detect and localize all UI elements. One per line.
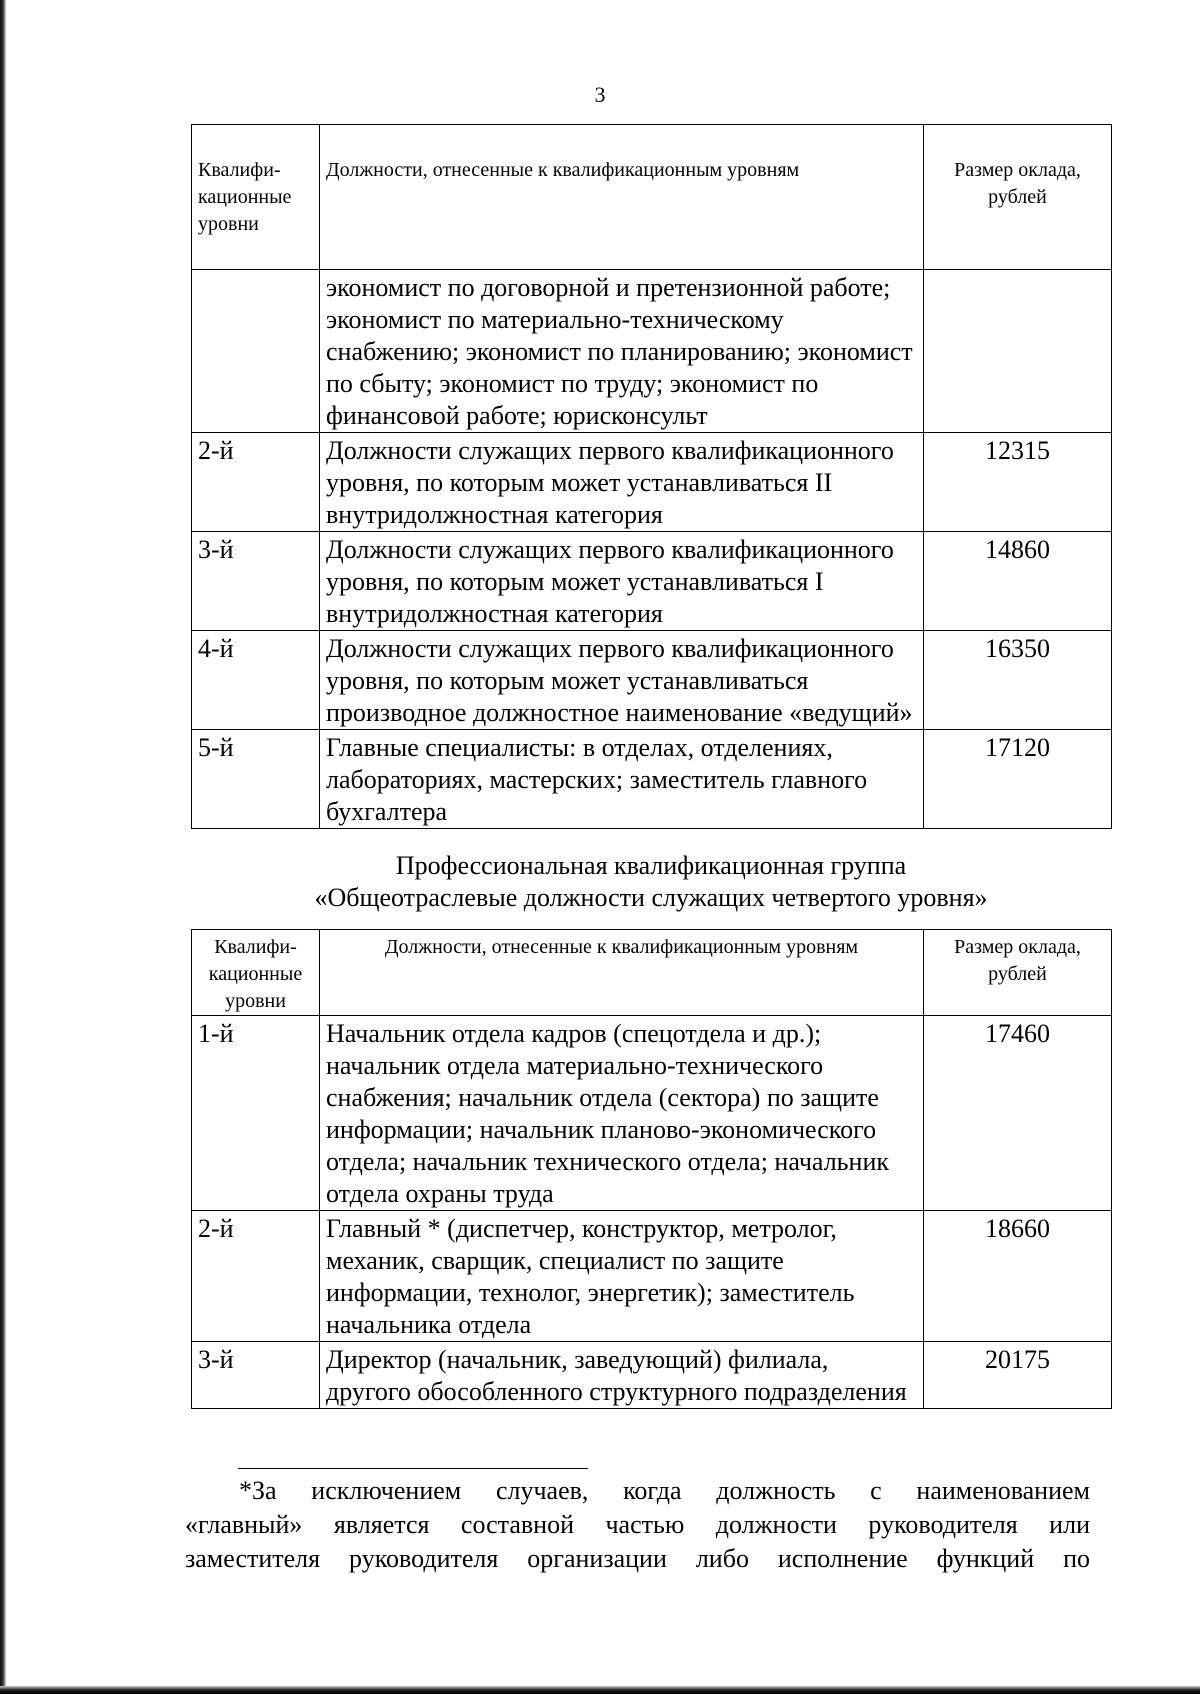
scan-edge-left xyxy=(0,0,6,1694)
footnote-line1: *За исключением случаев, когда должность с наименованием xyxy=(239,1476,1090,1505)
cell-salary: 17460 xyxy=(924,1016,1112,1211)
cell-salary: 14860 xyxy=(924,532,1112,631)
header-positions: Должности, отнесенные к квалификационным уровням xyxy=(320,125,924,270)
cell-positions: Должности служащих первого квалификационного уровня, по которым может устанавливаться производное должностное наименование «ведущий» xyxy=(320,631,924,730)
cell-positions: экономист по договорной и претензионной работе; экономист по материально-техническому снабжению; экономист по планированию; экономист по сбыту; экономист по труду; экономист по финансовой работе; юрисконсульт xyxy=(320,270,924,433)
cell-positions: Должности служащих первого квалификационного уровня, по которым может устанавливаться II внутридолжностная категория xyxy=(320,433,924,532)
header-positions: Должности, отнесенные к квалификационным уровням xyxy=(320,930,924,1016)
cell-level: 2-й xyxy=(192,433,320,532)
cell-level: 2-й xyxy=(192,1211,320,1342)
cell-level xyxy=(192,270,320,433)
cell-salary: 12315 xyxy=(924,433,1112,532)
cell-positions: Директор (начальник, заведующий) филиала, другого обособленного структурного подразделения xyxy=(320,1342,924,1409)
cell-salary: 18660 xyxy=(924,1211,1112,1342)
qualification-table-level4 xyxy=(191,929,1112,1409)
cell-level: 5-й xyxy=(192,730,320,829)
table-row xyxy=(192,433,1112,532)
header-salary: Размер оклада, рублей xyxy=(924,125,1112,270)
table-header-row xyxy=(192,930,1112,1016)
table-row xyxy=(192,532,1112,631)
cell-level: 3-й xyxy=(192,532,320,631)
table-row xyxy=(192,631,1112,730)
cell-positions: Должности служащих первого квалификационного уровня, по которым может устанавливаться I внутридолжностная категория xyxy=(320,532,924,631)
table-row xyxy=(192,1016,1112,1211)
cell-salary xyxy=(924,270,1112,433)
group-title-line1: Профессиональная квалификационная группа xyxy=(395,851,907,880)
header-level: Квалифи-кационные уровни xyxy=(192,930,320,1016)
page-number: 3 xyxy=(594,82,606,107)
cell-positions: Главные специалисты: в отделах, отделениях, лабораториях, мастерских; заместитель главного бухгалтера xyxy=(320,730,924,829)
table-header-row xyxy=(192,125,1112,270)
scan-edge-bottom xyxy=(0,1686,1200,1694)
footnote-separator xyxy=(238,1468,588,1469)
table-row xyxy=(192,1211,1112,1342)
cell-salary: 20175 xyxy=(924,1342,1112,1409)
group-title xyxy=(191,850,1111,914)
footnote-line2: «главный» является составной частью должности руководителя или xyxy=(185,1510,1090,1539)
footnote-line3: заместителя руководителя организации либо исполнение функций по xyxy=(185,1544,1090,1573)
header-level: Квалифи-кационные уровни xyxy=(192,125,320,270)
cell-level: 1-й xyxy=(192,1016,320,1211)
cell-level: 4-й xyxy=(192,631,320,730)
header-salary: Размер оклада, рублей xyxy=(924,930,1112,1016)
cell-salary: 17120 xyxy=(924,730,1112,829)
cell-salary: 16350 xyxy=(924,631,1112,730)
cell-level: 3-й xyxy=(192,1342,320,1409)
table-row xyxy=(192,1342,1112,1409)
group-title-line2: «Общеотраслевые должности служащих четвертого уровня» xyxy=(314,883,988,912)
cell-positions: Главный * (диспетчер, конструктор, метролог, механик, сварщик, специалист по защите информации, технолог, энергетик); заместитель начальника отдела xyxy=(320,1211,924,1342)
table-row xyxy=(192,270,1112,433)
table-row xyxy=(192,730,1112,829)
cell-positions: Начальник отдела кадров (спецотдела и др.); начальник отдела материально-технического снабжения; начальник отдела (сектора) по защите информации; начальник планово-экономического отдела; начальник технического отдела; начальник отдела охраны труда xyxy=(320,1016,924,1211)
qualification-table-continued xyxy=(191,124,1112,829)
